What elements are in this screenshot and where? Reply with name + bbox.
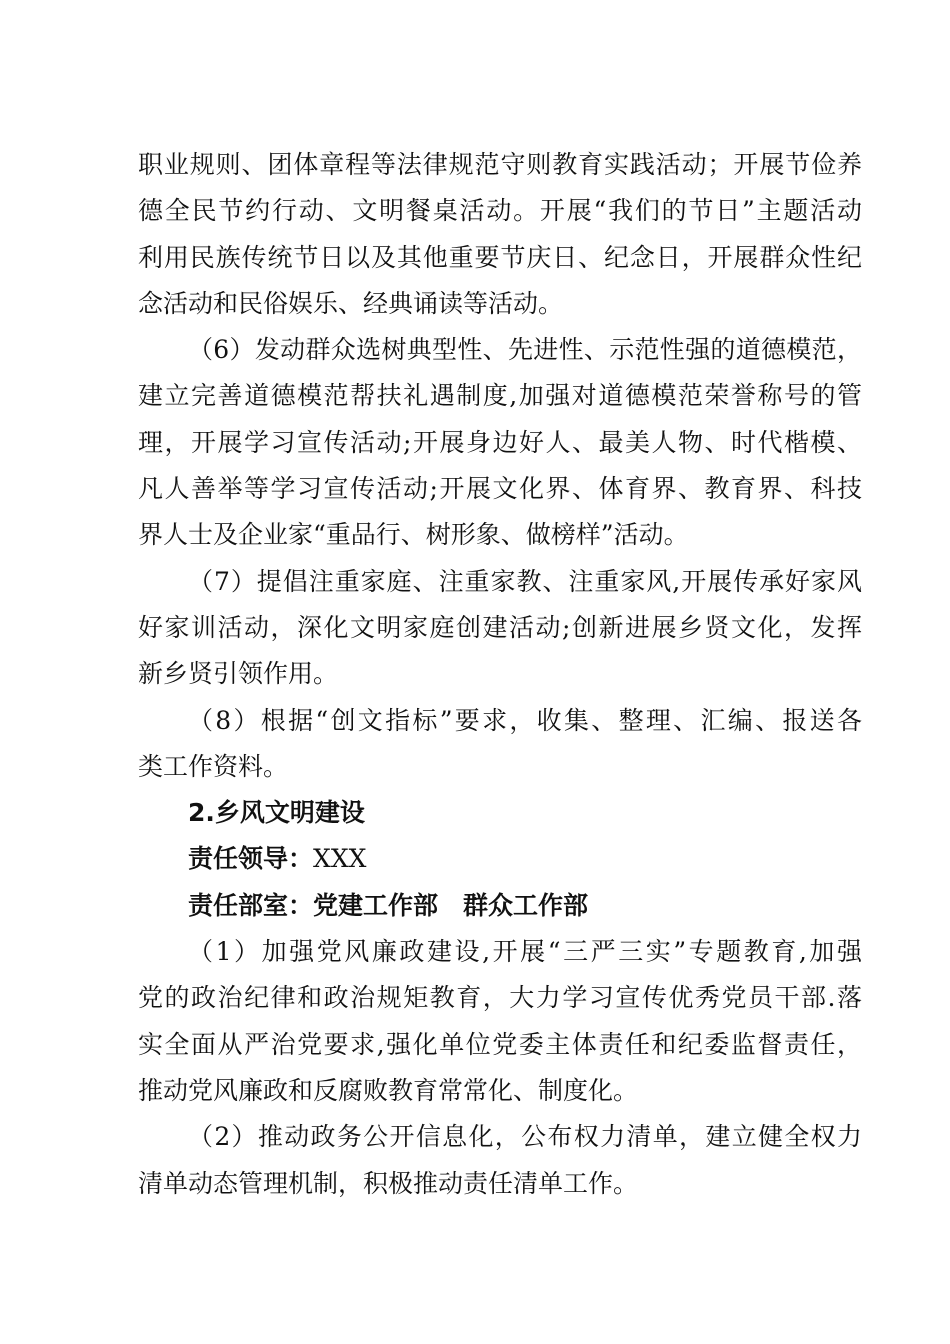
responsible-leader-label: 责任领导： [188,844,314,874]
text-line: 好家训活动，深化文明家庭创建活动;创新进展乡贤文化，发挥 [138,612,862,642]
document-body [138,142,862,1207]
section-2-item-1 [138,929,862,1114]
text-line: 凡人善举等学习宣传活动;开展文化界、体育界、教育界、科技 [138,474,862,504]
text-line: （2）推动政务公开信息化，公布权力清单，建立健全权力 [188,1122,862,1152]
section-heading: 2.乡风文明建设 [188,798,365,828]
text-line: 类工作资料。 [138,751,289,781]
responsible-leader-value: XXX [313,844,367,874]
text-line: （8）根据“创文指标”要求，收集、整理、汇编、报送各 [188,705,862,735]
paragraph-item-6 [138,327,862,558]
text-line: 实全面从严治党要求,强化单位党委主体责任和纪委监督责任， [138,1029,862,1059]
text-line: 界人士及企业家“重品行、树形象、做榜样”活动。 [138,520,689,550]
text-line: 新乡贤引领作用。 [138,659,339,689]
text-line: 利用民族传统节日以及其他重要节庆日、纪念日，开展群众性纪 [138,242,862,272]
text-line: 清单动态管理机制，积极推动责任清单工作。 [138,1168,639,1198]
text-line: 推动党风廉政和反腐败教育常常化、制度化。 [138,1075,639,1105]
text-line: 党的政治纪律和政治规矩教育，大力学习宣传优秀党员干部.落 [138,983,862,1013]
responsible-departments: 责任部室：党建工作部 群众工作部 [188,890,589,920]
responsible-leader [138,836,862,882]
text-line: 建立完善道德模范帮扶礼遇制度,加强对道德模范荣誉称号的管 [138,381,862,411]
text-line: （7）提倡注重家庭、注重家教、注重家风,开展传承好家风 [188,566,862,596]
text-line: 德全民节约行动、文明餐桌活动。开展“我们的节日”主题活动 [138,196,862,226]
paragraph-item-7 [138,559,862,698]
text-line: 理，开展学习宣传活动;开展身边好人、最美人物、时代楷模、 [138,427,862,457]
paragraph-item-8 [138,698,862,791]
section-2 [138,790,862,929]
text-line: （6）发动群众选树典型性、先进性、示范性强的道德模范， [188,335,862,365]
text-line: 念活动和民俗娱乐、经典诵读等活动。 [138,288,564,318]
paragraph-continued [138,142,862,327]
text-line: 职业规则、团体章程等法律规范守则教育实践活动；开展节俭养 [138,150,862,179]
text-line: （1）加强党风廉政建设,开展“三严三实”专题教育,加强 [188,937,862,967]
section-2-item-2 [138,1114,862,1207]
